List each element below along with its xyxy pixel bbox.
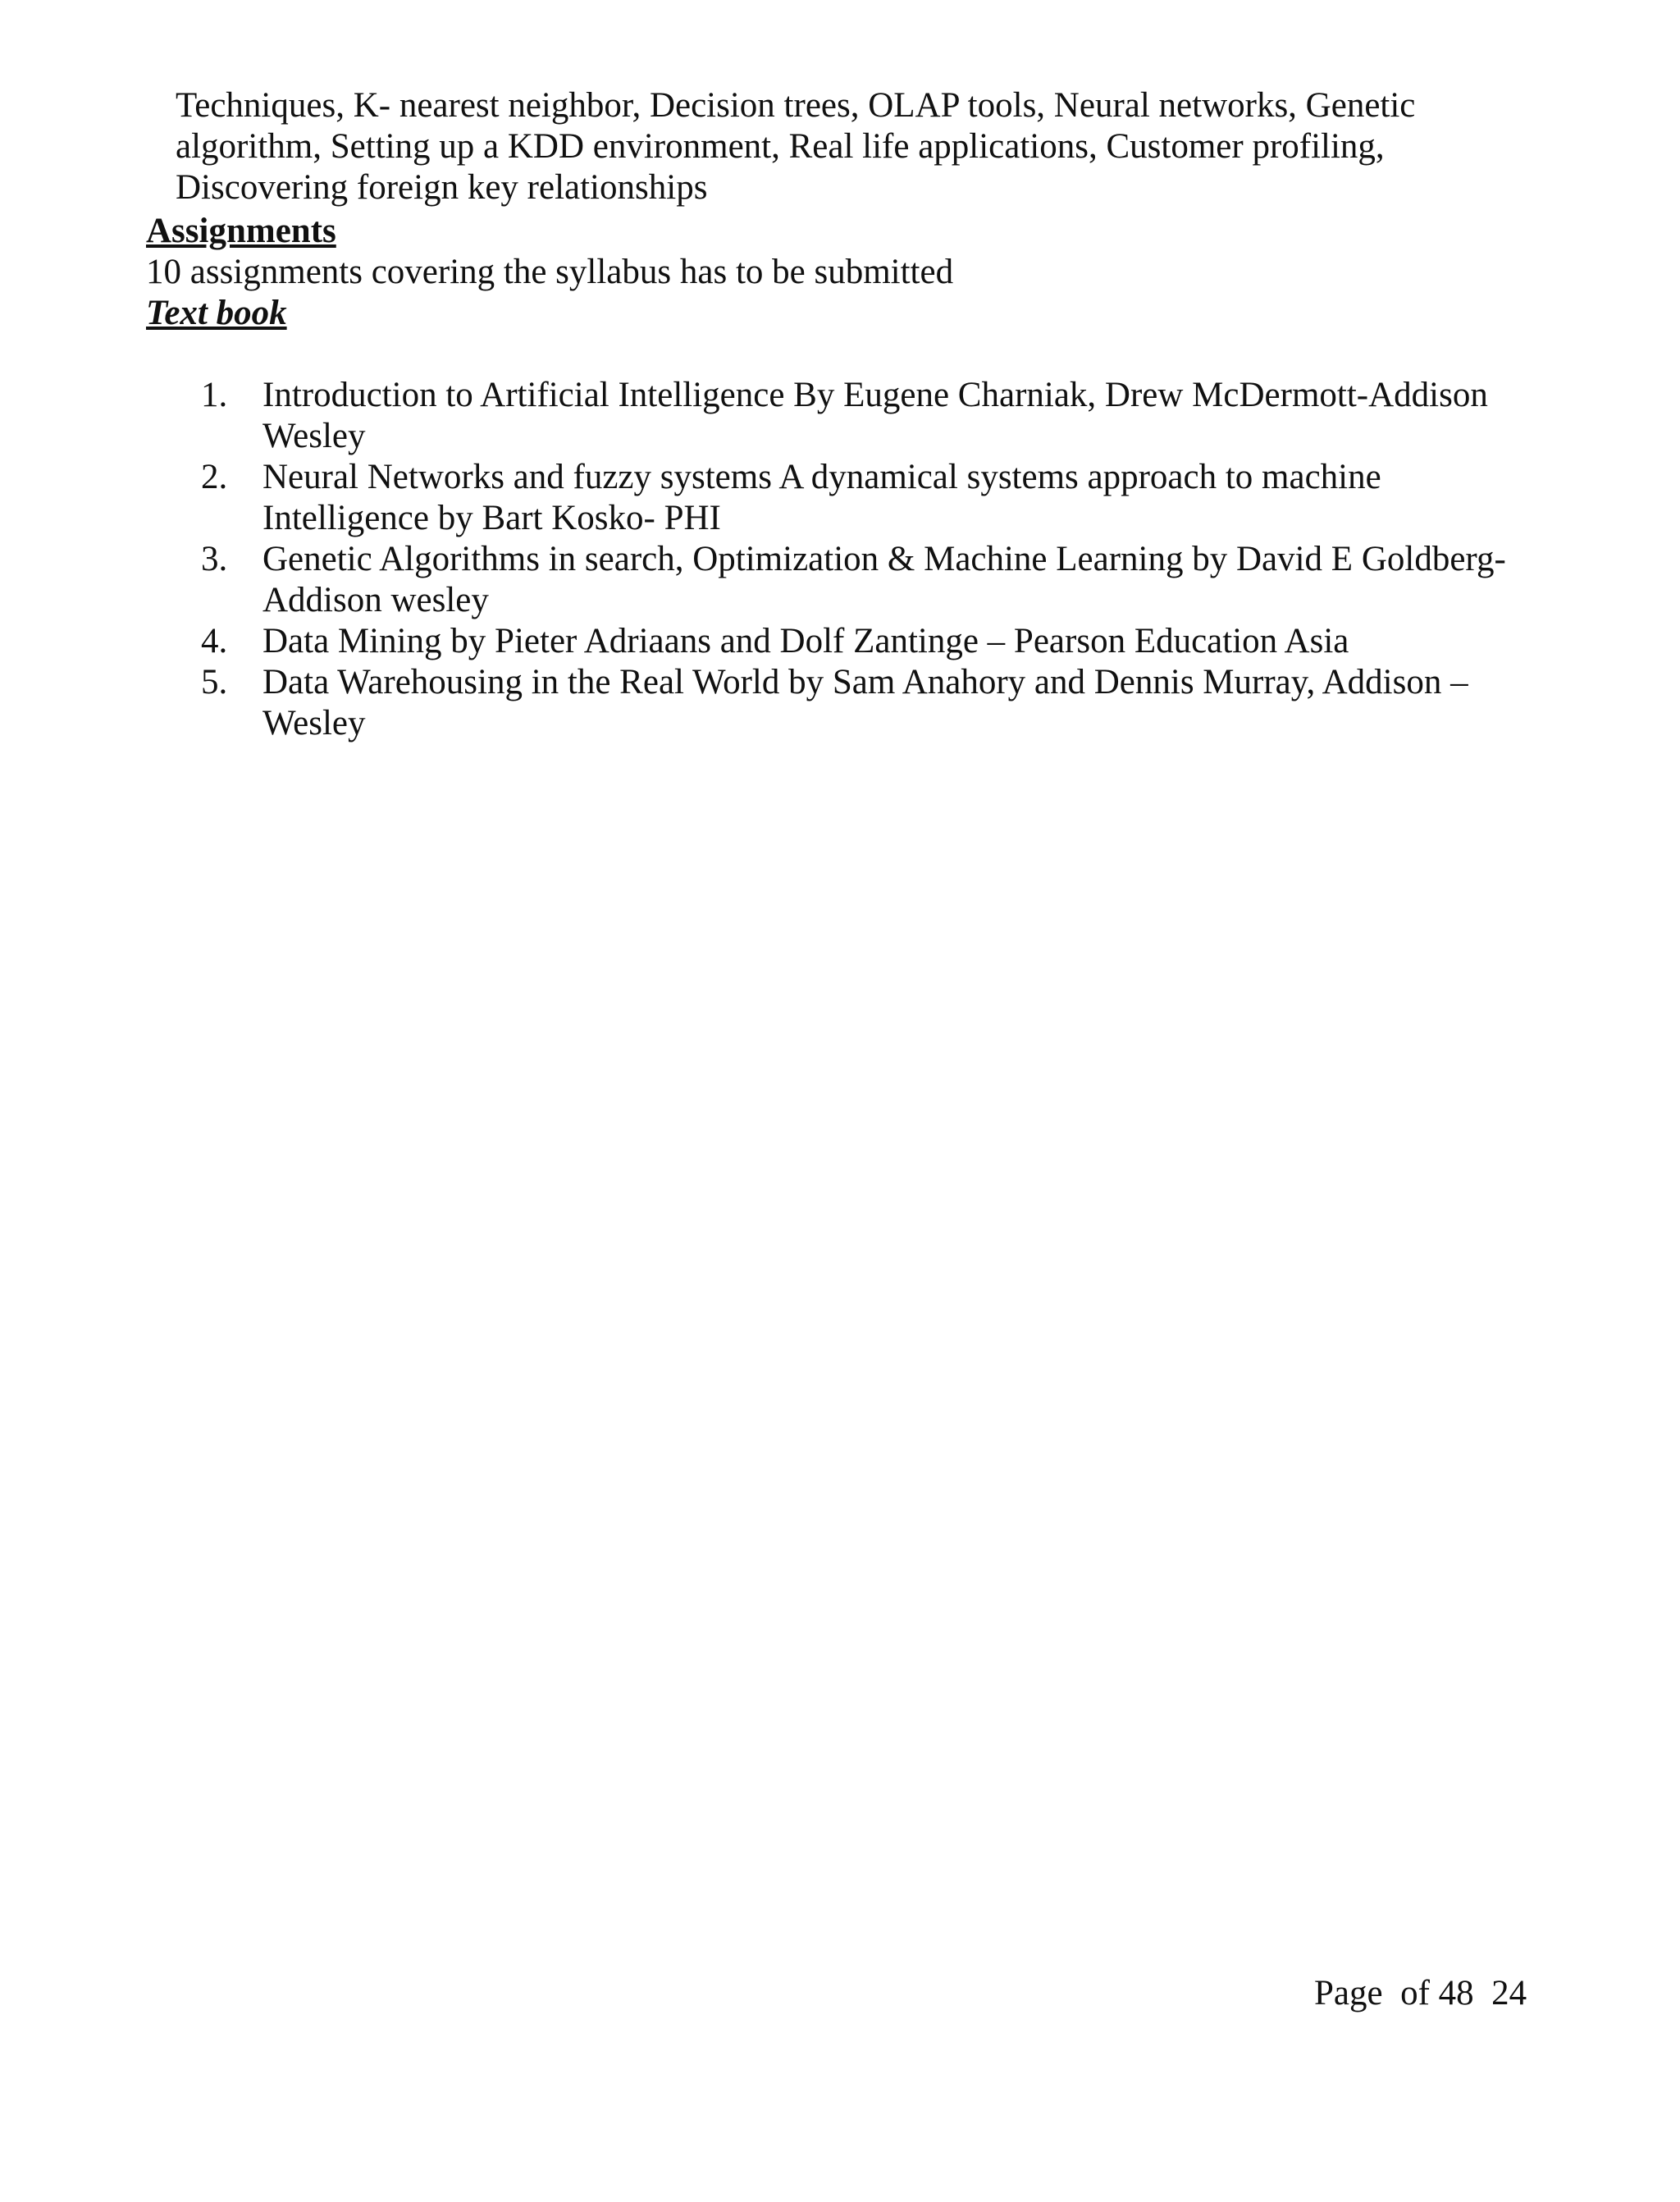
text-book-list: [189, 375, 1534, 744]
list-item-text: Introduction to Artificial Intelligence By Eugene Charniak, Drew McDermott-Addison Wesley: [262, 376, 1488, 455]
list-item: [189, 539, 1534, 621]
list-item-number: 2.: [201, 458, 228, 496]
page-footer: Page of 48 24: [1314, 1974, 1527, 2012]
list-item-number: 3.: [201, 540, 228, 578]
list-item-text: Genetic Algorithms in search, Optimization & Machine Learning by David E Goldberg-Addison wesley: [262, 540, 1506, 619]
list-item-text: Data Mining by Pieter Adriaans and Dolf Zantinge – Pearson Education Asia: [262, 622, 1349, 660]
list-item-number: 5.: [201, 663, 228, 701]
list-item-text: Neural Networks and fuzzy systems A dynamical systems approach to machine Intelligence by Bart Kosko- PHI: [262, 458, 1381, 537]
list-item-number: 1.: [201, 376, 228, 414]
list-item-number: 4.: [201, 622, 228, 660]
text-book-heading: Text book: [146, 294, 287, 332]
list-item: [189, 621, 1534, 662]
assignments-text: 10 assignments covering the syllabus has to be submitted: [146, 253, 954, 291]
assignments-heading: Assignments: [146, 212, 336, 250]
list-item: [189, 457, 1534, 539]
list-item: [189, 375, 1534, 457]
syllabus-continuation-text: Techniques, K- nearest neighbor, Decision trees, OLAP tools, Neural networks, Genetic algorithm, Setting up a KDD environment, Real life applications, Customer profiling, Discovering foreign key relationships: [176, 86, 1416, 207]
list-item-text: Data Warehousing in the Real World by Sam Anahory and Dennis Murray, Addison –Wesley: [262, 663, 1468, 742]
list-item: [189, 662, 1534, 744]
